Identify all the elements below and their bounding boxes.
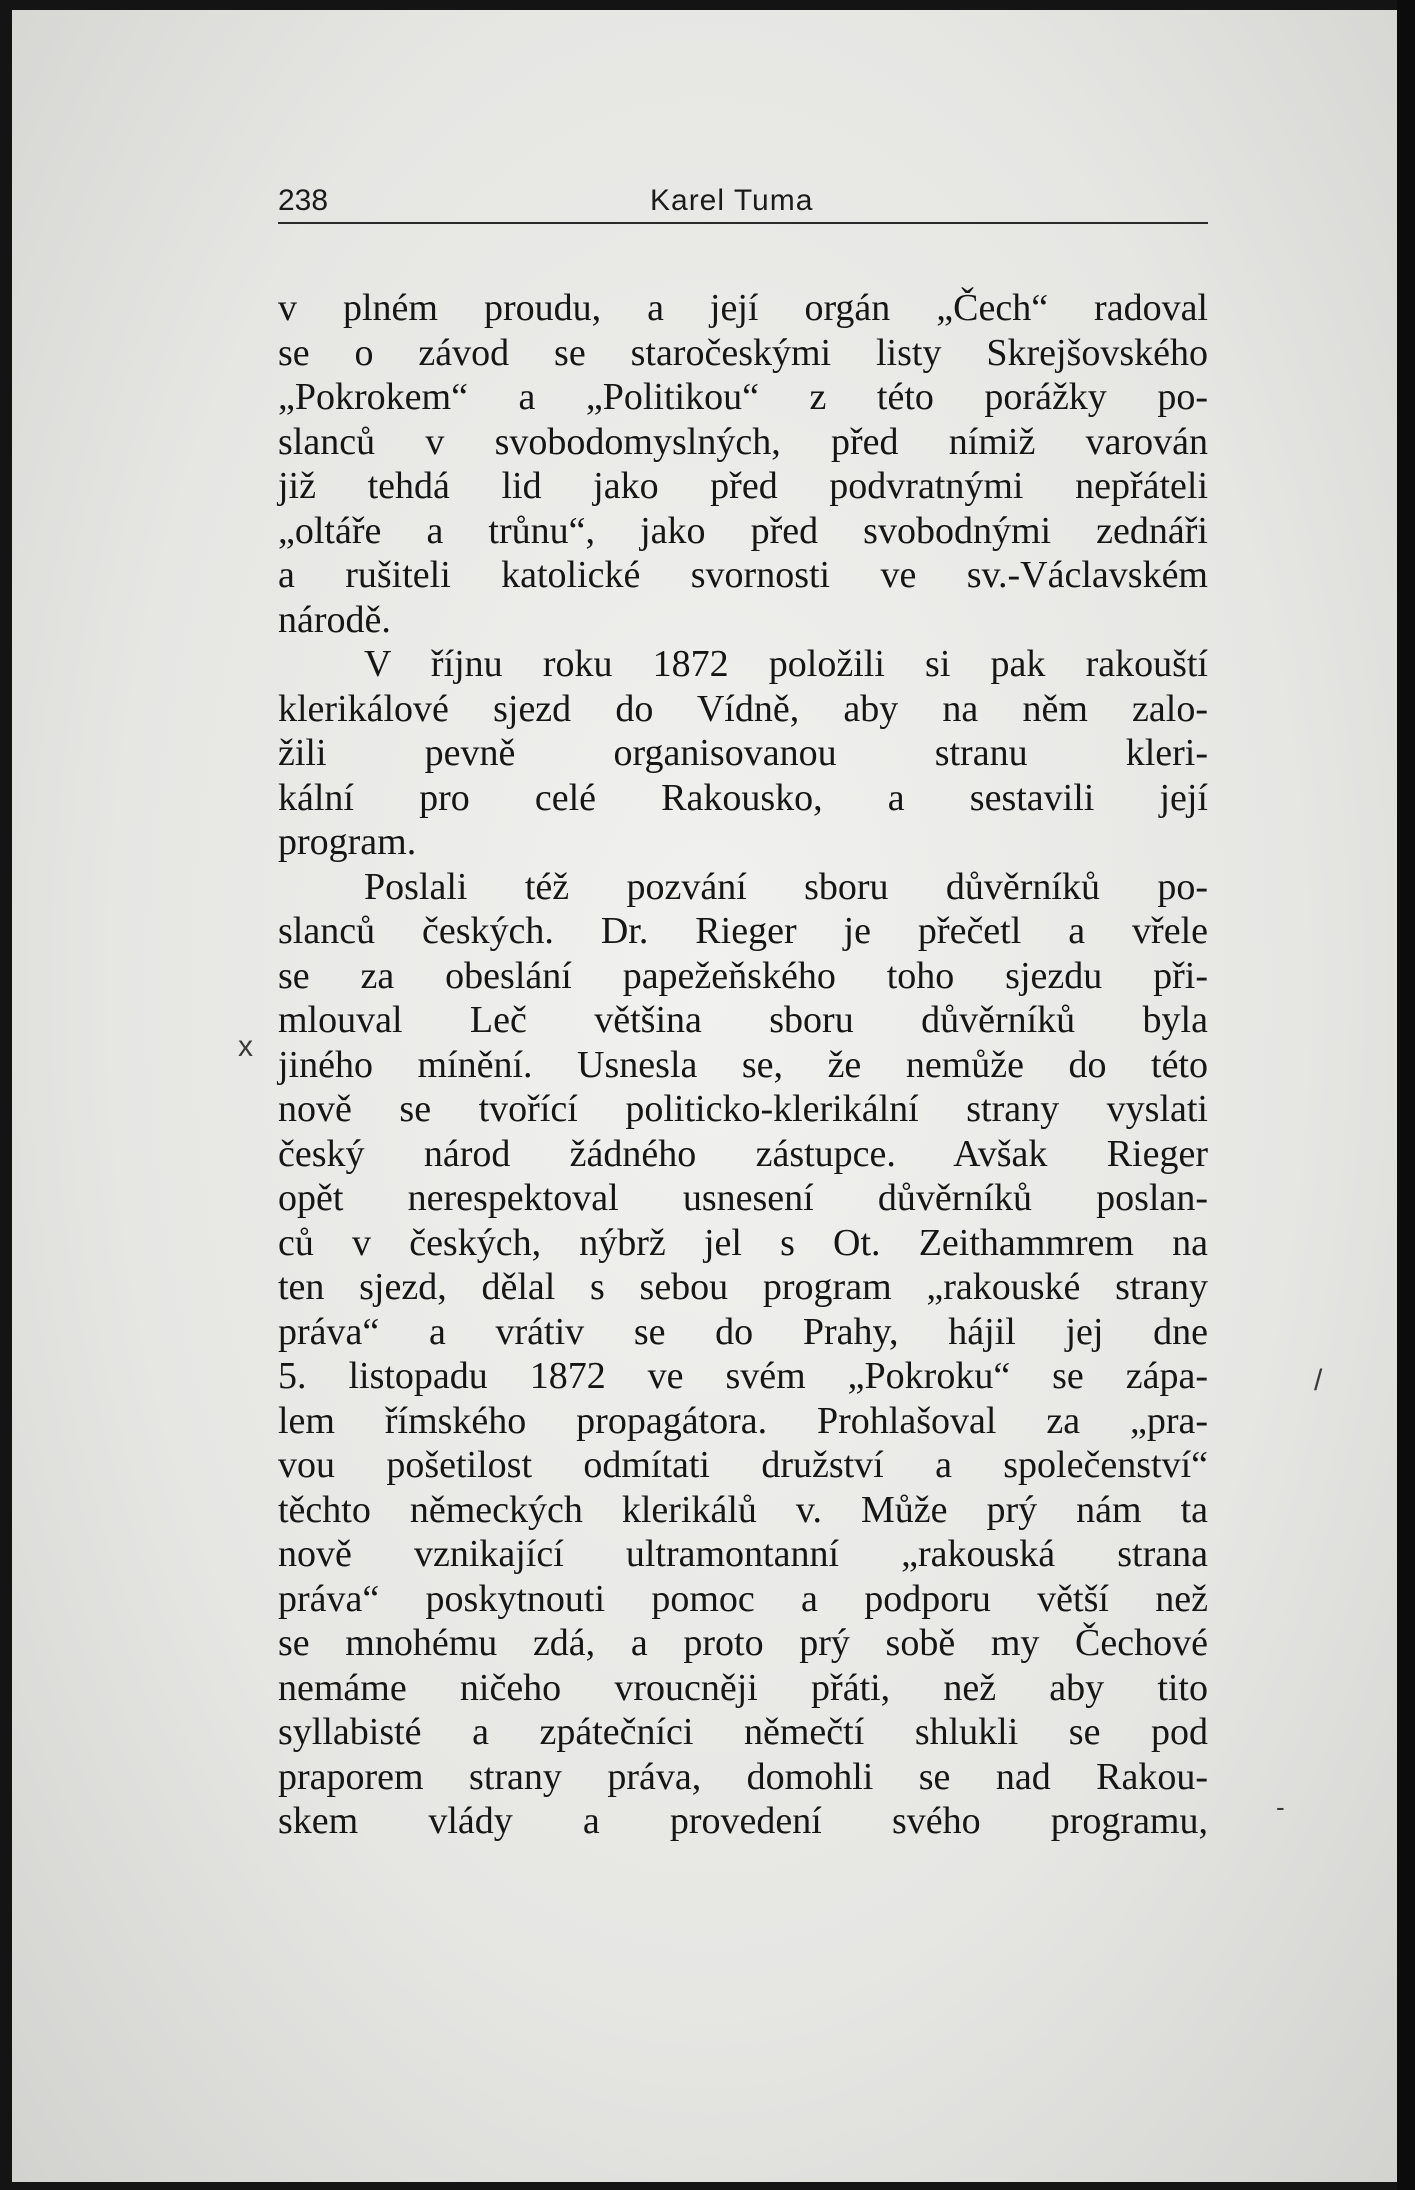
text-line: skem vlády a provedení svého programu, (278, 1800, 1208, 1842)
text-line: jiného mínění. Usnesla se, že nemůže do této (278, 1043, 1208, 1086)
text-line: práva“ a vrátiv se do Prahy, hájil jej dne (278, 1310, 1208, 1353)
text-line: slanců českých. Dr. Rieger je přečetl a vřele (278, 910, 1208, 952)
text-line: kální pro celé Rakousko, a sestavili její (278, 776, 1208, 819)
text-line: syllabisté a zpátečníci němečtí shlukli se pod (278, 1711, 1208, 1753)
text-line: lem římského propagátora. Prohlašoval za „pra- (278, 1399, 1208, 1442)
text-line: se mnohému zdá, a proto prý sobě my Čechové (278, 1622, 1208, 1664)
text-line: žili pevně organisovanou stranu kleri- (278, 732, 1208, 774)
text-line: V říjnu roku 1872 položili si pak rakouští (364, 643, 1208, 685)
text-line: „Pokrokem“ a „Politikou“ z této porážky po- (278, 376, 1208, 418)
text-line: opět nerespektoval usnesení důvěrníků poslan- (278, 1177, 1208, 1219)
text-line: „oltáře a trůnu“, jako před svobodnými zednáři (278, 509, 1208, 552)
text-line: nově se tvořící politicko-klerikální strany vyslati (278, 1088, 1208, 1130)
text-line: se za obeslání papežeňského toho sjezdu při- (278, 954, 1208, 997)
text-line: mlouval Leč většina sboru důvěrníků byla (278, 999, 1208, 1041)
text-line: praporem strany práva, domohli se nad Rakou- (278, 1755, 1208, 1798)
text-line: v plném proudu, a její orgán „Čech“ radoval (278, 287, 1208, 329)
text-line: klerikálové sjezd do Vídně, aby na něm zalo- (278, 687, 1208, 730)
page-number: 238 (278, 184, 329, 217)
text-line: nemáme ničeho vroucněji přáti, než aby tito (278, 1666, 1208, 1709)
margin-mark-slash: / (1314, 1364, 1323, 1397)
text-line: 5. listopadu 1872 ve svém „Pokroku“ se zápa- (278, 1355, 1208, 1397)
scan-edge-shadow (1397, 0, 1415, 2190)
text-line: vou pošetilost odmítati družství a společenství“ (278, 1444, 1208, 1486)
text-line: se o závod se staročeskými listy Skrejšovského (278, 331, 1208, 374)
margin-mark-x: x (238, 1030, 253, 1063)
margin-mark-dash: - (1276, 1792, 1285, 1822)
text-line: ten sjezd, dělal s sebou program „rakouské strany (278, 1266, 1208, 1308)
text-line: národě. (278, 598, 391, 641)
text-line: těchto německých klerikálů v. Může prý nám ta (278, 1488, 1208, 1531)
page-header (278, 176, 1208, 224)
text-line: ců v českých, nýbrž jel s Ot. Zeithammrem na (278, 1221, 1208, 1264)
text-line: práva“ poskytnouti pomoc a podporu větší než (278, 1577, 1208, 1620)
text-line: již tehdá lid jako před podvratnými nepřáteli (278, 465, 1208, 507)
text-line: slanců v svobodomyslných, před nímiž varován (278, 420, 1208, 463)
text-line: nově vznikající ultramontanní „rakouská strana (278, 1533, 1208, 1575)
running-head-author: Karel Tuma (650, 184, 814, 217)
text-line: a rušiteli katolické svornosti ve sv.-Václavském (278, 554, 1208, 596)
body-text (278, 286, 1208, 1844)
text-line: Poslali též pozvání sboru důvěrníků po- (364, 865, 1208, 908)
text-line: program. (278, 821, 417, 863)
text-line: český národ žádného zástupce. Avšak Rieger (278, 1132, 1208, 1175)
